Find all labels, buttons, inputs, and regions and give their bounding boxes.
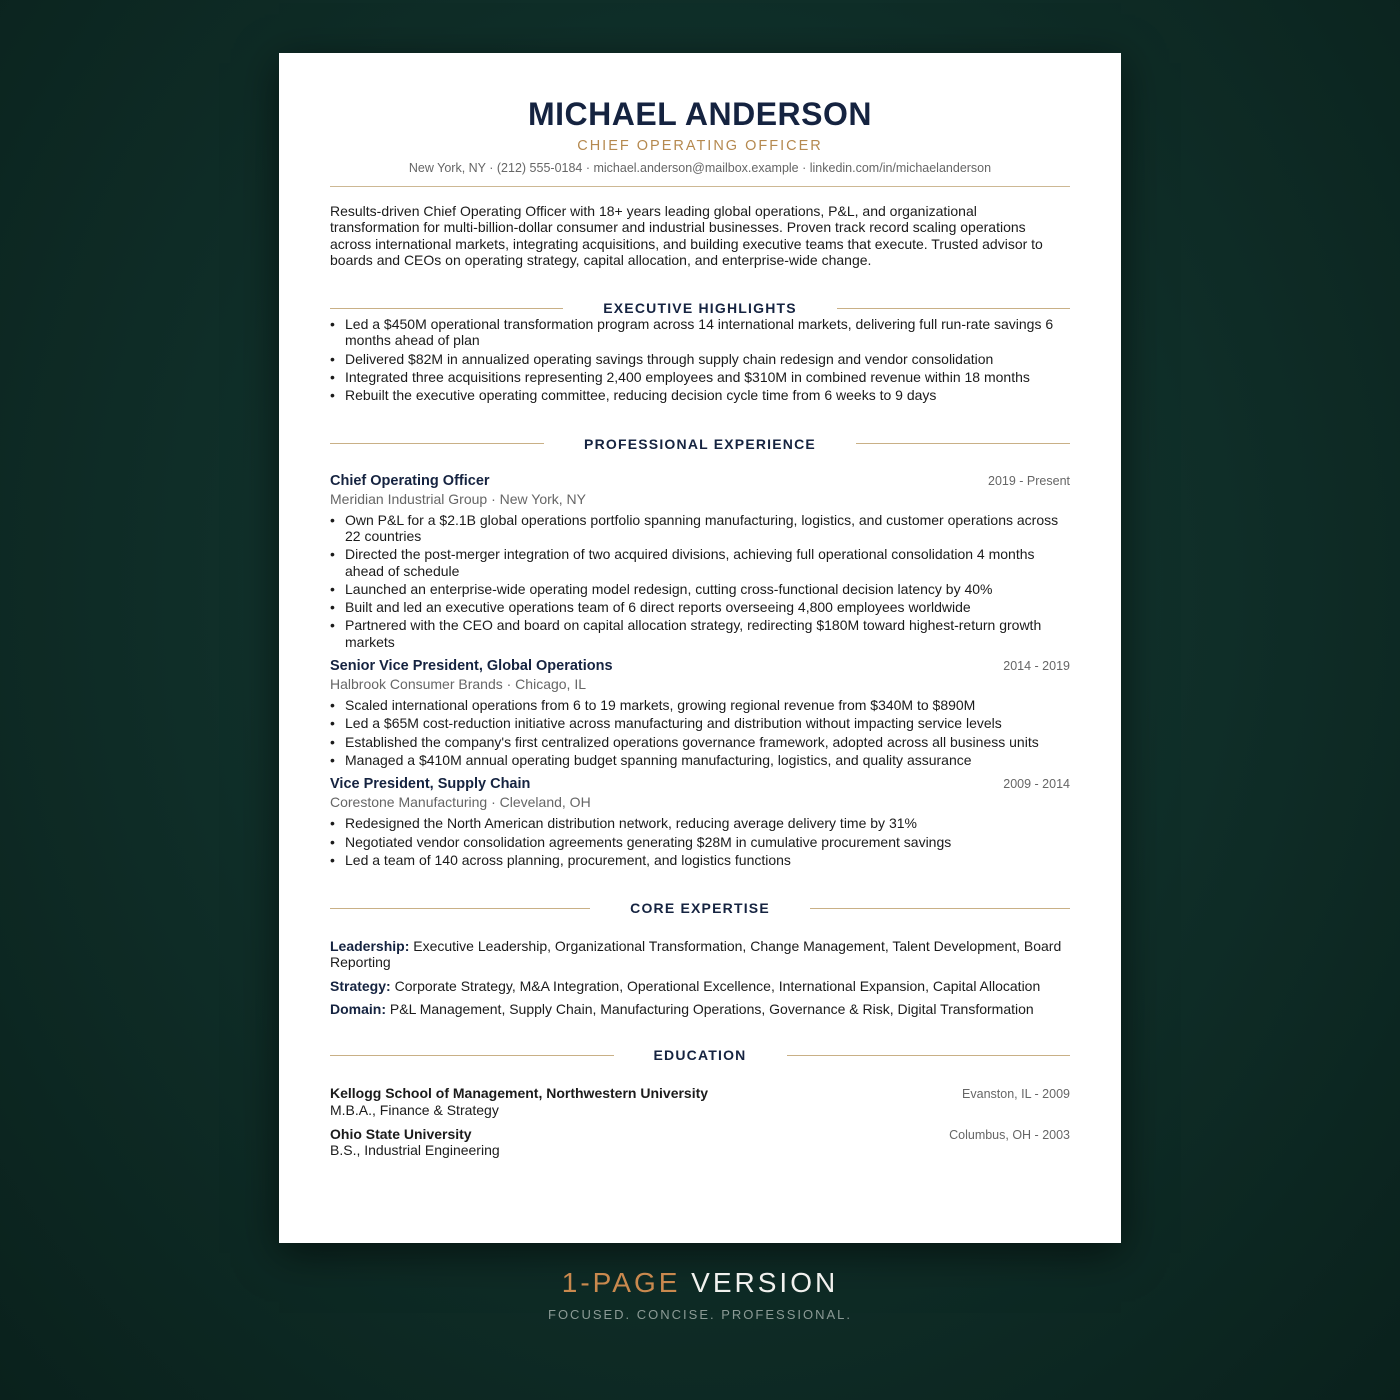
summary-paragraph: Results-driven Chief Operating Officer with 18+ years leading global operations, P&L, and organizational transformation for multi-billion-dollar consumer and industrial businesses. Proven track record scaling operations across international markets, integrating acquisitions, and building executive teams that execute. Trusted advisor to boards and CEOs on operating strategy, capital allocation, and enterprise-wide change. <box>330 203 1043 268</box>
highlights-list <box>330 316 1070 403</box>
expertise-label: Leadership: <box>330 938 410 955</box>
education-header <box>330 1085 1070 1101</box>
list-item: • Built and led an executive operations team of 6 direct reports overseeing 4,800 employees worldwide <box>330 599 1070 615</box>
list-item: • Scaled international operations from 6 to 19 markets, growing regional revenue from $340M to $890M <box>330 697 1070 713</box>
expertise-group <box>330 978 1070 994</box>
list-item: • Led a team of 140 across planning, procurement, and logistics functions <box>330 852 1070 868</box>
caption-accent: 1-PAGE <box>561 1267 681 1298</box>
contact-line: New York, NY · (212) 555-0184 · michael.anderson@mailbox.example · linkedin.com/in/michaelanderson <box>408 161 992 175</box>
expertise-list <box>330 938 1070 1017</box>
list-item: • Integrated three acquisitions representing 2,400 employees and $310M in combined revenue within 18 months <box>330 369 1070 385</box>
list-item: • Negotiated vendor consolidation agreements generating $28M in cumulative procurement savings <box>330 834 1070 850</box>
school-location: Columbus, OH - 2003 <box>949 1127 1070 1142</box>
expertise-group <box>330 938 1070 971</box>
divider-line <box>856 443 1070 444</box>
school-name: Kellogg School of Management, Northwestern University <box>330 1085 709 1102</box>
education-entry <box>330 1085 1070 1118</box>
expertise-text: Corporate Strategy, M&A Integration, Operational Excellence, International Expansion, Capital Allocation <box>390 977 1041 994</box>
list-item: • Own P&L for a $2.1B global operations portfolio spanning manufacturing, logistics, and customer operations across 22 countries <box>330 512 1070 545</box>
job-company: Meridian Industrial Group · New York, NY <box>330 490 586 507</box>
job-title: Senior Vice President, Global Operations <box>330 658 613 675</box>
expertise-label: Domain: <box>330 1001 386 1018</box>
list-item: • Delivered $82M in annualized operating savings through supply chain redesign and vendor consolidation <box>330 351 1070 367</box>
job-header <box>330 472 1070 490</box>
section-title: CORE EXPERTISE <box>630 900 770 917</box>
expertise-text: Executive Leadership, Organizational Transformation, Change Management, Talent Development, Board Reporting <box>330 938 1062 971</box>
school-name: Ohio State University <box>330 1125 472 1142</box>
degree: B.S., Industrial Engineering <box>330 1142 500 1159</box>
job-header <box>330 775 1070 793</box>
section-title: PROFESSIONAL EXPERIENCE <box>584 435 816 452</box>
list-item: • Led a $450M operational transformation program across 14 international markets, delivering full run-rate savings 6 months ahead of plan <box>330 316 1070 349</box>
job-entry <box>330 657 1070 768</box>
job-title: Chief Operating Officer <box>330 472 490 489</box>
section-heading-experience <box>330 436 1070 452</box>
list-item: • Partnered with the CEO and board on capital allocation strategy, redirecting $180M toward highest-return growth markets <box>330 617 1070 650</box>
tagline: FOCUSED. CONCISE. PROFESSIONAL. <box>548 1307 852 1322</box>
list-item: • Established the company's first centralized operations governance framework, adopted across all business units <box>330 734 1070 750</box>
education-entry <box>330 1126 1070 1159</box>
version-caption <box>0 1266 1400 1300</box>
divider-line <box>787 1055 1071 1056</box>
job-company: Halbrook Consumer Brands · Chicago, IL <box>330 676 587 693</box>
expertise-text: P&L Management, Supply Chain, Manufacturing Operations, Governance & Risk, Digital Transformation <box>386 1001 1034 1018</box>
job-dates: 2019 - Present <box>988 473 1070 488</box>
section-heading-highlights <box>330 300 1070 316</box>
list-item: • Directed the post-merger integration of two acquired divisions, achieving full operational consolidation 4 months ahead of schedule <box>330 546 1070 579</box>
divider-line <box>330 1055 614 1056</box>
section-heading-education <box>330 1047 1070 1063</box>
divider-line <box>330 443 544 444</box>
list-item: • Led a $65M cost-reduction initiative across manufacturing and distribution without impacting service levels <box>330 715 1070 731</box>
job-title: Vice President, Supply Chain <box>330 776 531 793</box>
list-item: • Redesigned the North American distribution network, reducing average delivery time by 31% <box>330 815 1070 831</box>
header-divider <box>330 186 1070 187</box>
job-dates: 2009 - 2014 <box>1003 777 1070 792</box>
divider-line <box>810 908 1070 909</box>
job-company: Corestone Manufacturing · Cleveland, OH <box>330 794 591 811</box>
resume-header <box>330 97 1070 176</box>
candidate-name: MICHAEL ANDERSON <box>527 96 872 132</box>
job-bullets <box>330 512 1070 650</box>
education-list <box>330 1085 1070 1158</box>
degree: M.B.A., Finance & Strategy <box>330 1101 499 1118</box>
job-entry <box>330 775 1070 868</box>
school-location: Evanston, IL - 2009 <box>962 1087 1070 1102</box>
job-dates: 2014 - 2019 <box>1003 659 1070 674</box>
job-entry <box>330 472 1070 650</box>
candidate-title: CHIEF OPERATING OFFICER <box>577 138 823 154</box>
job-header <box>330 657 1070 675</box>
expertise-label: Strategy: <box>330 977 391 994</box>
list-item: • Managed a $410M annual operating budget spanning manufacturing, logistics, and quality assurance <box>330 752 1070 768</box>
list-item: • Rebuilt the executive operating committee, reducing decision cycle time from 6 weeks to 9 days <box>330 387 1070 403</box>
section-title: EXECUTIVE HIGHLIGHTS <box>603 300 797 317</box>
section-heading-expertise <box>330 900 1070 916</box>
resume-page <box>279 53 1121 1243</box>
education-header <box>330 1126 1070 1142</box>
divider-line <box>330 308 563 309</box>
section-title: EDUCATION <box>653 1047 747 1064</box>
expertise-group <box>330 1001 1070 1017</box>
job-bullets <box>330 697 1070 768</box>
divider-line <box>330 908 590 909</box>
caption-rest: VERSION <box>680 1267 839 1298</box>
job-bullets <box>330 815 1070 868</box>
divider-line <box>837 308 1070 309</box>
list-item: • Launched an enterprise-wide operating model redesign, cutting cross-functional decision latency by 40% <box>330 581 1070 597</box>
